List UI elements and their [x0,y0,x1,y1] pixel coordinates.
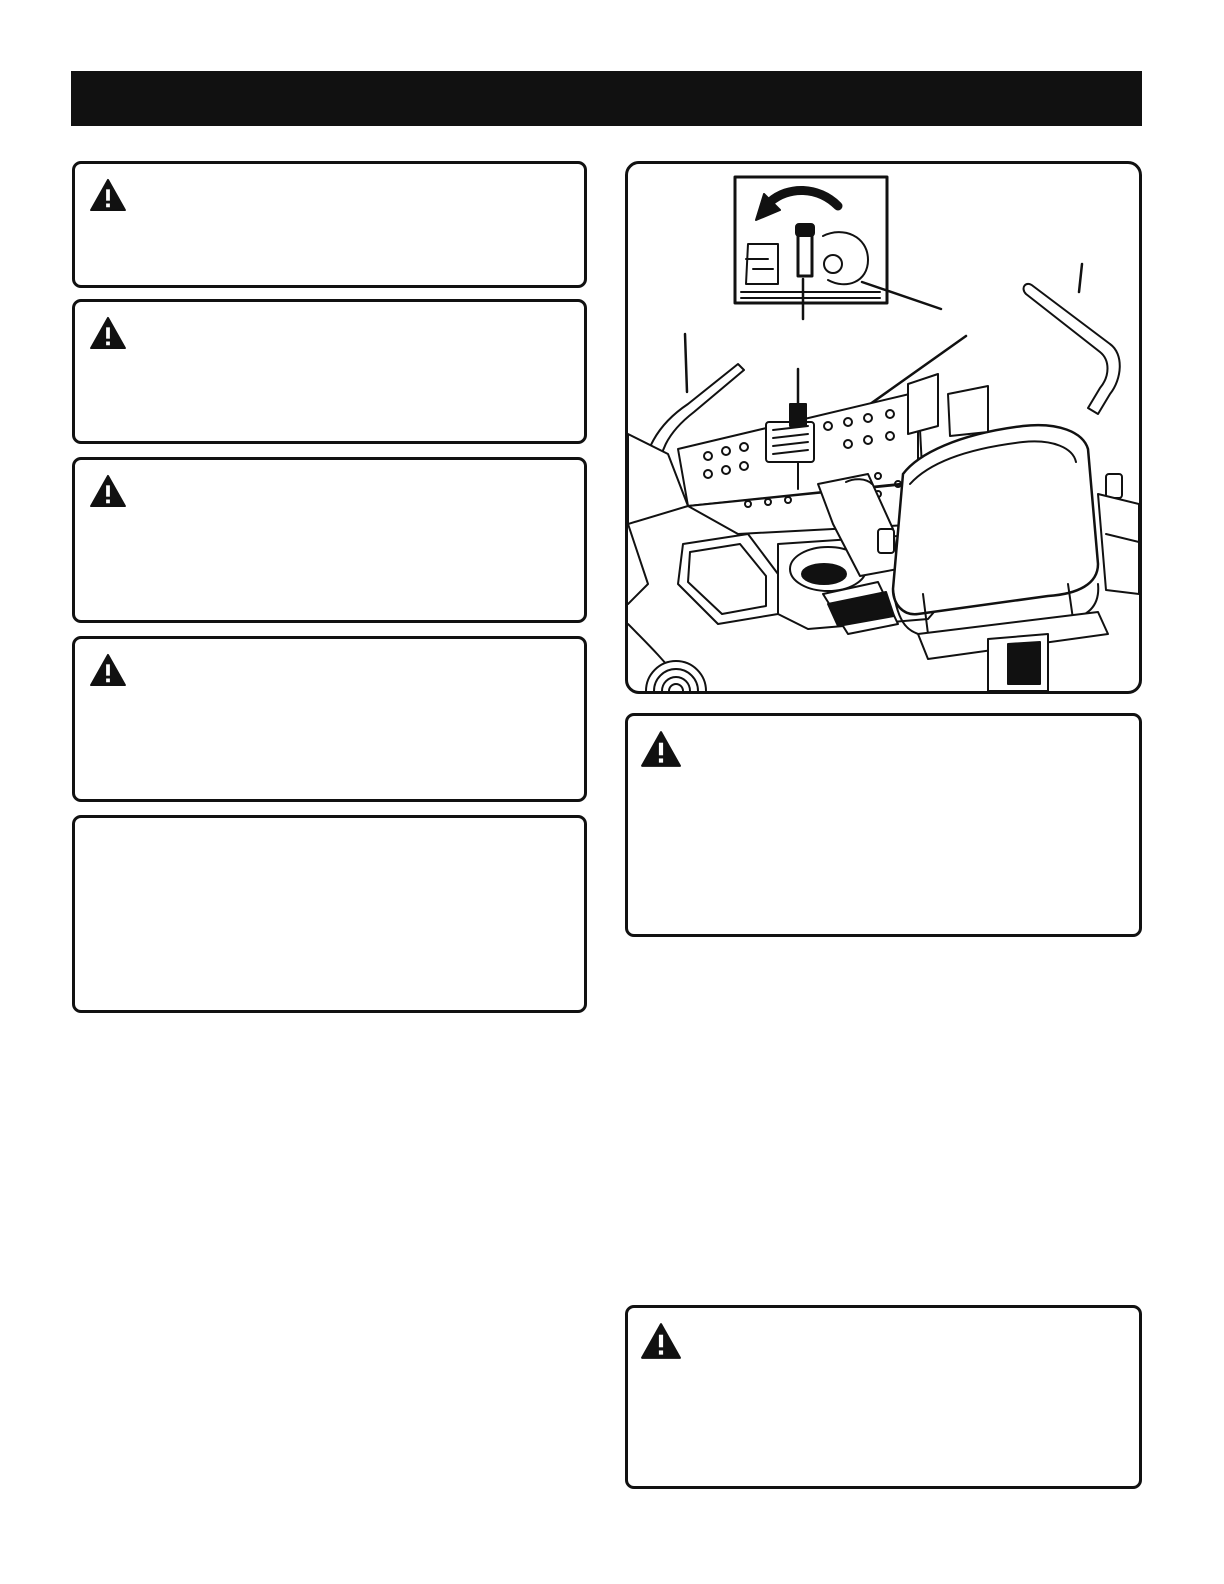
warning-box-5 [625,713,1142,937]
warning-triangle-icon [640,1322,682,1360]
warning-triangle-icon [89,316,127,350]
header-bar [71,71,1142,126]
inset-detail [735,177,887,303]
warning-box-6 [625,1305,1142,1489]
mower-figure [625,161,1142,694]
warning-box-4 [72,636,587,802]
warning-triangle-icon [89,474,127,508]
warning-triangle-icon [640,730,682,768]
warning-box-2 [72,299,587,444]
warning-triangle-icon [89,653,127,687]
note-box [72,815,587,1013]
warning-box-3 [72,457,587,623]
warning-box-1 [72,161,587,288]
fan [646,661,706,691]
warning-triangle-icon [89,178,127,212]
